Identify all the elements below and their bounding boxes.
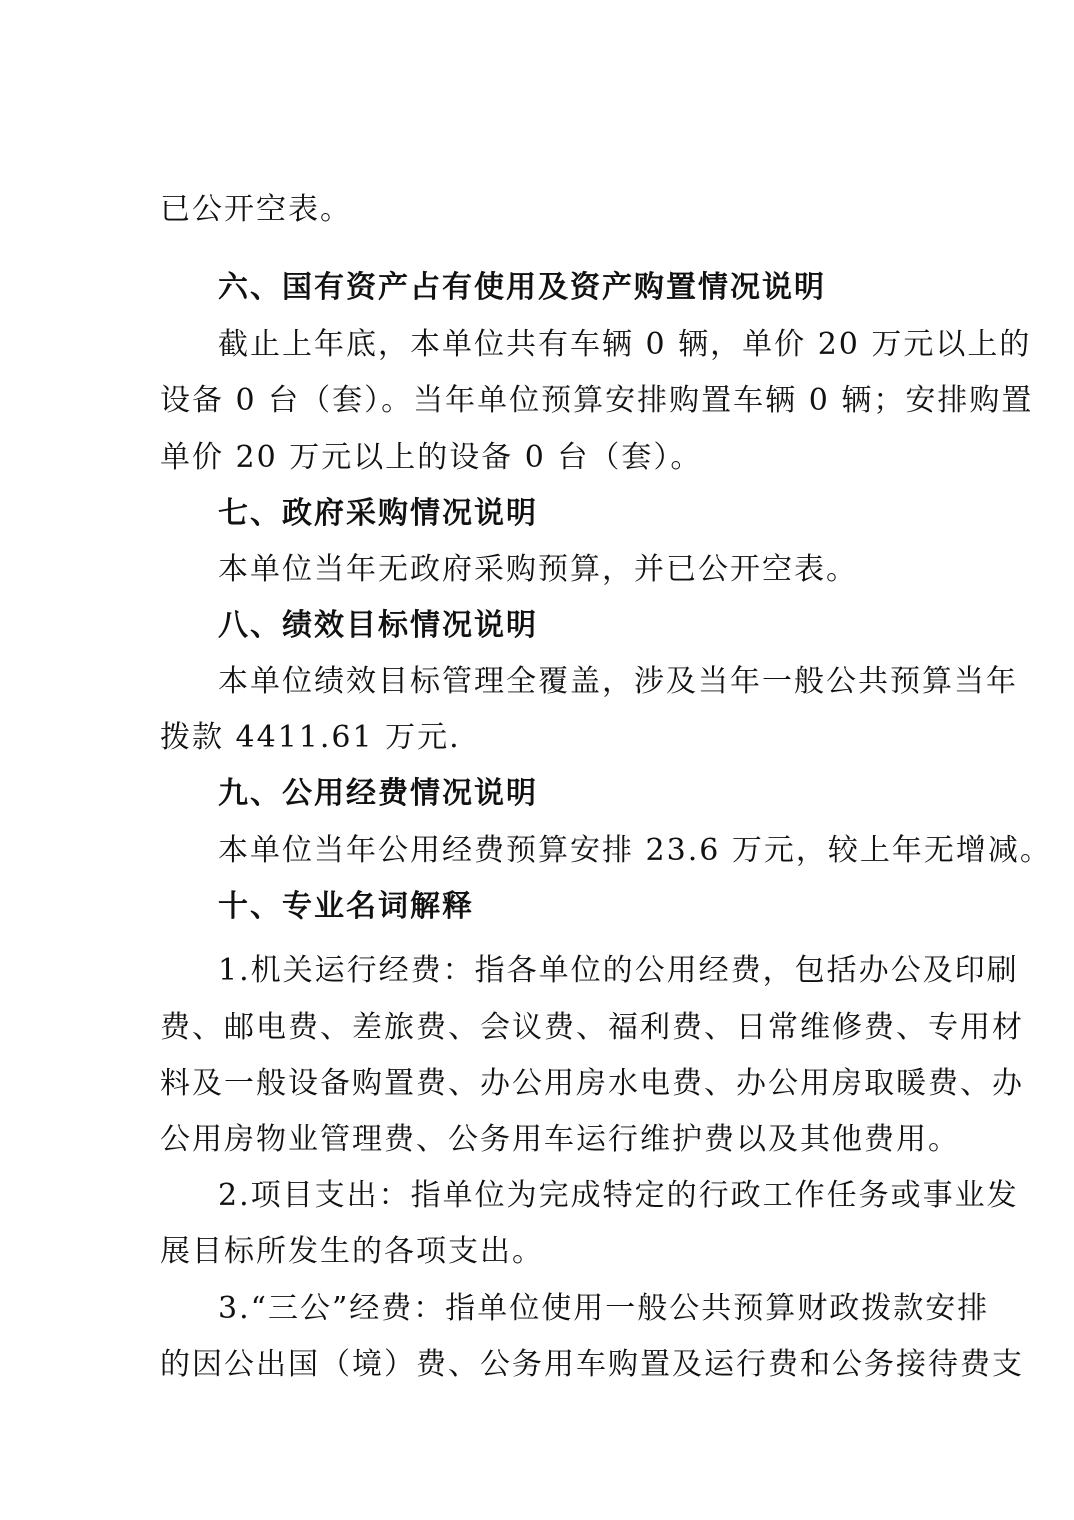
- paragraph-line: 展目标所发生的各项支出。: [160, 1234, 544, 1269]
- paragraph-line: 2.项目支出：指单位为完成特定的行政工作任务或事业发: [218, 1178, 1019, 1213]
- paragraph-line: 费、邮电费、差旅费、会议费、福利费、日常维修费、专用材: [160, 1010, 1024, 1045]
- section-heading-6: 六、国有资产占有使用及资产购置情况说明: [218, 270, 826, 305]
- paragraph-line: 1.机关运行经费：指各单位的公用经费，包括办公及印刷: [218, 953, 1019, 988]
- paragraph-line: 单价 20 万元以上的设备 0 台（套）。: [160, 440, 703, 475]
- paragraph-line: 本单位绩效目标管理全覆盖，涉及当年一般公共预算当年: [218, 664, 1018, 699]
- paragraph-line: 公用房物业管理费、公务用车运行维护费以及其他费用。: [160, 1122, 960, 1157]
- paragraph-line: 拨款 4411.61 万元.: [160, 720, 461, 755]
- paragraph-line: 的因公出国（境）费、公务用车购置及运行费和公务接待费支: [160, 1347, 1024, 1382]
- paragraph-line: 3.“三公”经费：指单位使用一般公共预算财政拨款安排: [218, 1291, 990, 1326]
- section-heading-8: 八、绩效目标情况说明: [218, 608, 538, 643]
- section-heading-7: 七、政府采购情况说明: [218, 496, 538, 531]
- section-heading-9: 九、公用经费情况说明: [218, 776, 538, 811]
- section-heading-10: 十、专业名词解释: [218, 889, 474, 924]
- paragraph-line: 本单位当年无政府采购预算，并已公开空表。: [218, 552, 858, 587]
- paragraph-line: 料及一般设备购置费、办公用房水电费、办公用房取暖费、办: [160, 1066, 1024, 1101]
- paragraph-line: 设备 0 台（套）。当年单位预算安排购置车辆 0 辆；安排购置: [160, 383, 1034, 418]
- paragraph-line: 已公开空表。: [160, 192, 352, 227]
- paragraph-line: 截止上年底，本单位共有车辆 0 辆，单价 20 万元以上的: [218, 327, 1032, 362]
- paragraph-line: 本单位当年公用经费预算安排 23.6 万元，较上年无增减。: [218, 833, 1052, 868]
